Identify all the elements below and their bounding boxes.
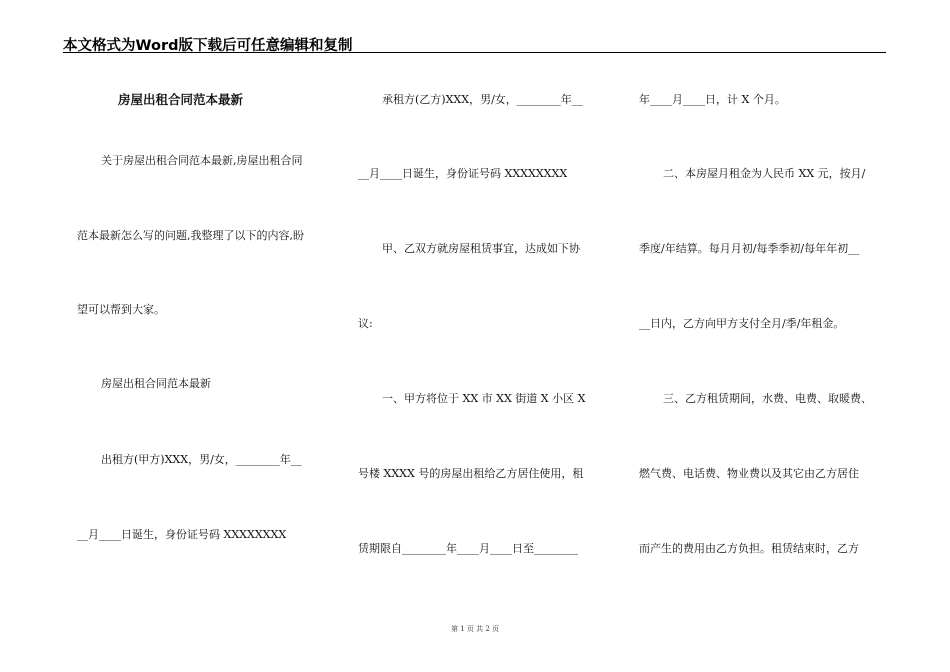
col2-line-5: 一、甲方将位于 XX 市 XX 街道 X 小区 X	[382, 392, 586, 405]
col3-line-1: 年____月____日，计 X 个月。	[639, 93, 786, 106]
col2-line-4: 议:	[358, 317, 373, 330]
col2-line-3: 甲、乙双方就房屋租赁事宜，达成如下协	[382, 242, 580, 255]
page-number: 第 1 页 共 2 页	[450, 625, 500, 633]
col3-line-7: 而产生的费用由乙方负担。租赁结束时，乙方	[639, 542, 859, 555]
col3-line-4: __日内，乙方向甲方支付全月/季/年租金。	[639, 317, 845, 330]
col1-line-2: 范本最新怎么写的问题,我整理了以下的内容,盼	[77, 229, 304, 242]
col2-line-7: 赁期限自________年____月____日至________	[358, 542, 578, 555]
col3-line-2: 二、本房屋月租金为人民币 XX 元，按月/	[663, 167, 866, 180]
col3-line-6: 燃气费、电话费、物业费以及其它由乙方居住	[639, 467, 859, 480]
col1-line-5: 出租方(甲方)XXX，男/女，________年__	[101, 453, 302, 466]
document-title: 房屋出租合同范本最新	[118, 92, 244, 107]
col1-line-6: __月____日诞生，身份证号码 XXXXXXXX	[77, 528, 287, 541]
col2-line-2: __月____日诞生，身份证号码 XXXXXXXX	[358, 167, 568, 180]
col1-line-1: 关于房屋出租合同范本最新,房屋出租合同	[101, 154, 303, 167]
header-divider	[63, 52, 886, 53]
col1-line-4: 房屋出租合同范本最新	[101, 377, 211, 390]
page-header: 本文格式为Word版下载后可任意编辑和复制	[63, 38, 353, 54]
col1-line-3: 望可以帮到大家。	[77, 303, 165, 316]
col3-line-3: 季度/年结算。每月月初/每季季初/每年年初__	[639, 242, 860, 255]
col2-line-6: 号楼 XXXX 号的房屋出租给乙方居住使用，租	[358, 467, 584, 480]
col3-line-5: 三、乙方租赁期间，水费、电费、取暖费、	[663, 392, 872, 405]
col2-line-1: 承租方(乙方)XXX，男/女，________年__	[382, 93, 583, 106]
